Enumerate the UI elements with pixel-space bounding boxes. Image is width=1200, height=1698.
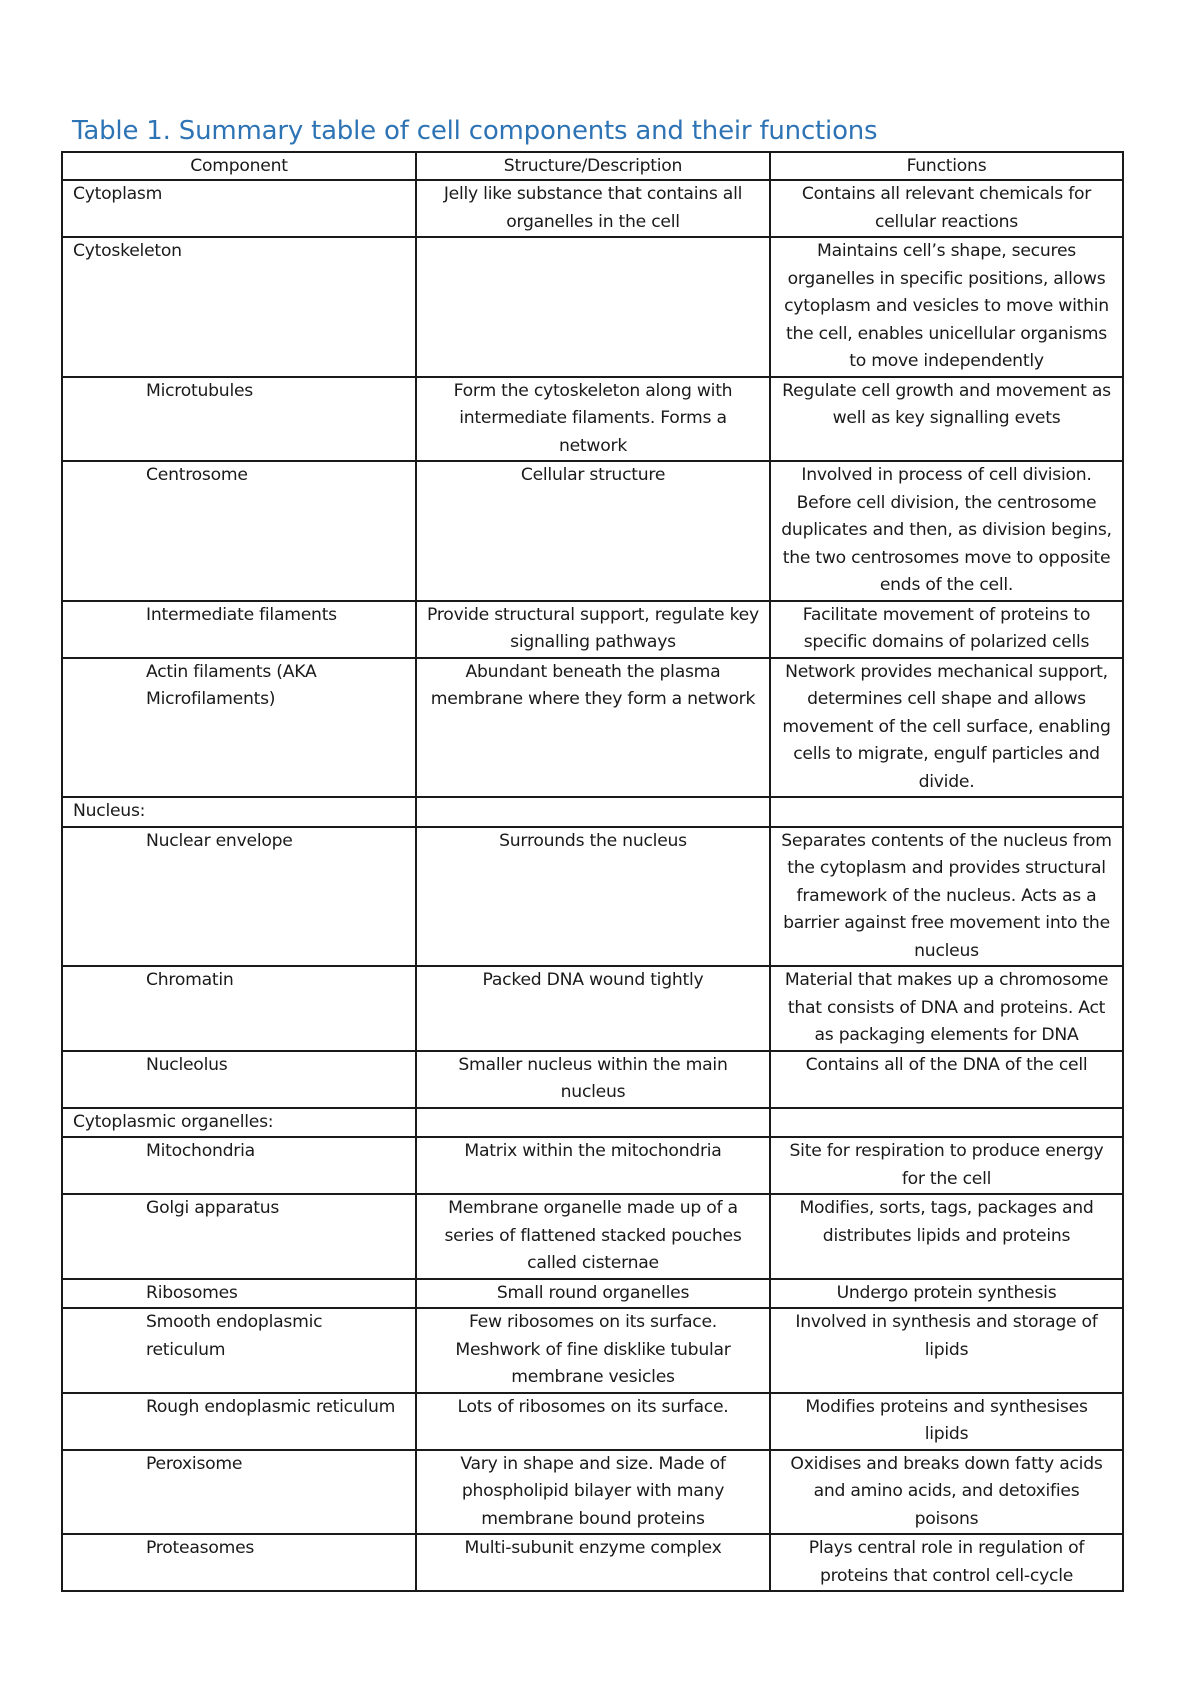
functions-cell: Contains all relevant chemicals for cellular reactions (770, 180, 1123, 237)
functions-cell: Modifies, sorts, tags, packages and distributes lipids and proteins (770, 1194, 1123, 1279)
description-cell (416, 797, 770, 827)
functions-cell: Involved in process of cell division. Before cell division, the centrosome duplicates and then, as division begins, the two centrosomes move to opposite ends of the cell. (770, 461, 1123, 601)
component-cell: Cytoskeleton (62, 237, 416, 377)
cell-components-table (61, 151, 1124, 1592)
component-cell: Nuclear envelope (62, 827, 416, 967)
component-cell: Cytoplasm (62, 180, 416, 237)
table-row (62, 1308, 1123, 1393)
table-row (62, 461, 1123, 601)
description-cell: Vary in shape and size. Made of phospholipid bilayer with many membrane bound proteins (416, 1450, 770, 1535)
table-row (62, 237, 1123, 377)
description-cell: Surrounds the nucleus (416, 827, 770, 967)
description-cell: Smaller nucleus within the main nucleus (416, 1051, 770, 1108)
functions-cell: Modifies proteins and synthesises lipids (770, 1393, 1123, 1450)
functions-cell (770, 1108, 1123, 1138)
description-cell: Packed DNA wound tightly (416, 966, 770, 1051)
table-row (62, 601, 1123, 658)
component-cell: Ribosomes (62, 1279, 416, 1309)
functions-cell: Undergo protein synthesis (770, 1279, 1123, 1309)
description-cell: Membrane organelle made up of a series of flattened stacked pouches called cisternae (416, 1194, 770, 1279)
component-cell: Intermediate filaments (62, 601, 416, 658)
functions-cell: Site for respiration to produce energy for the cell (770, 1137, 1123, 1194)
table-row (62, 1534, 1123, 1591)
section-row (62, 1108, 1123, 1138)
component-cell: Actin filaments (AKA Microfilaments) (62, 658, 416, 798)
component-cell: Microtubules (62, 377, 416, 462)
description-cell (416, 237, 770, 377)
functions-cell: Plays central role in regulation of proteins that control cell-cycle (770, 1534, 1123, 1591)
functions-cell: Facilitate movement of proteins to specific domains of polarized cells (770, 601, 1123, 658)
description-cell (416, 1108, 770, 1138)
description-cell: Few ribosomes on its surface. Meshwork of fine disklike tubular membrane vesicles (416, 1308, 770, 1393)
functions-cell: Oxidises and breaks down fatty acids and amino acids, and detoxifies poisons (770, 1450, 1123, 1535)
table-row (62, 966, 1123, 1051)
table-row (62, 1137, 1123, 1194)
table-row (62, 377, 1123, 462)
table-row (62, 180, 1123, 237)
table-row (62, 827, 1123, 967)
table-row (62, 1393, 1123, 1450)
table-title: Table 1. Summary table of cell components and their functions (72, 116, 878, 146)
description-cell: Form the cytoskeleton along with intermediate filaments. Forms a network (416, 377, 770, 462)
functions-cell: Material that makes up a chromosome that consists of DNA and proteins. Act as packaging elements for DNA (770, 966, 1123, 1051)
functions-cell: Regulate cell growth and movement as well as key signalling evets (770, 377, 1123, 462)
description-cell: Small round organelles (416, 1279, 770, 1309)
component-cell: Nucleolus (62, 1051, 416, 1108)
section-heading-cell: Cytoplasmic organelles: (62, 1108, 416, 1138)
functions-cell: Network provides mechanical support, determines cell shape and allows movement of the cell surface, enabling cells to migrate, engulf particles and divide. (770, 658, 1123, 798)
description-cell: Matrix within the mitochondria (416, 1137, 770, 1194)
component-cell: Chromatin (62, 966, 416, 1051)
functions-cell: Involved in synthesis and storage of lipids (770, 1308, 1123, 1393)
header-description: Structure/Description (416, 152, 770, 180)
section-heading-cell: Nucleus: (62, 797, 416, 827)
section-row (62, 797, 1123, 827)
description-cell: Cellular structure (416, 461, 770, 601)
header-component: Component (62, 152, 416, 180)
description-cell: Jelly like substance that contains all organelles in the cell (416, 180, 770, 237)
table-row (62, 658, 1123, 798)
header-functions: Functions (770, 152, 1123, 180)
functions-cell: Contains all of the DNA of the cell (770, 1051, 1123, 1108)
description-cell: Multi-subunit enzyme complex (416, 1534, 770, 1591)
description-cell: Abundant beneath the plasma membrane where they form a network (416, 658, 770, 798)
functions-cell: Maintains cell’s shape, secures organelles in specific positions, allows cytoplasm and vesicles to move within the cell, enables unicellular organisms to move independently (770, 237, 1123, 377)
component-cell: Smooth endoplasmic reticulum (62, 1308, 416, 1393)
functions-cell (770, 797, 1123, 827)
table-row (62, 1194, 1123, 1279)
component-cell: Mitochondria (62, 1137, 416, 1194)
component-cell: Peroxisome (62, 1450, 416, 1535)
table-row (62, 1279, 1123, 1309)
description-cell: Provide structural support, regulate key signalling pathways (416, 601, 770, 658)
description-cell: Lots of ribosomes on its surface. (416, 1393, 770, 1450)
component-cell: Proteasomes (62, 1534, 416, 1591)
table-header-row (62, 152, 1123, 180)
table-row (62, 1051, 1123, 1108)
component-cell: Centrosome (62, 461, 416, 601)
table-row (62, 1450, 1123, 1535)
component-cell: Rough endoplasmic reticulum (62, 1393, 416, 1450)
functions-cell: Separates contents of the nucleus from the cytoplasm and provides structural framework of the nucleus. Acts as a barrier against free movement into the nucleus (770, 827, 1123, 967)
component-cell: Golgi apparatus (62, 1194, 416, 1279)
